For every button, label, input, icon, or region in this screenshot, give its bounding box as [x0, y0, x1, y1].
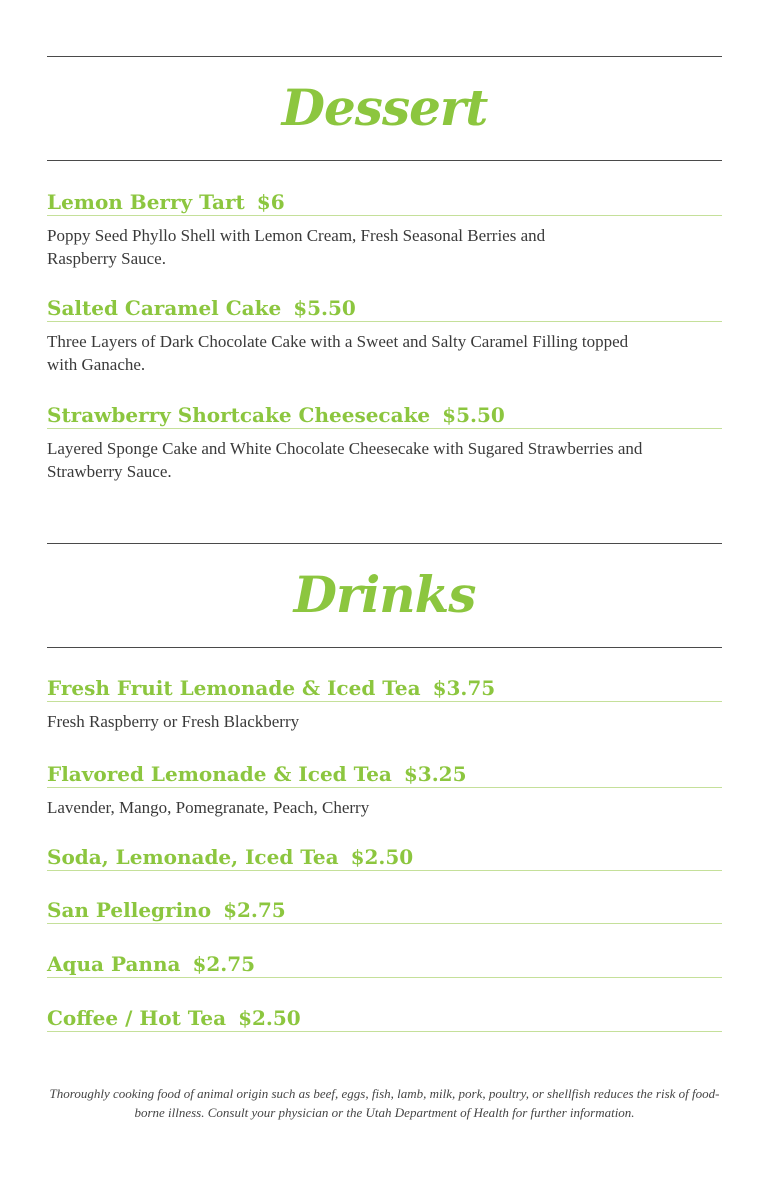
- item-price: $6: [256, 190, 285, 214]
- item-description: Lavender, Mango, Pomegranate, Peach, Cherry: [47, 798, 370, 817]
- menu-item-heading: [47, 1006, 722, 1032]
- section-divider: [47, 543, 722, 544]
- menu-item-heading: [47, 898, 722, 924]
- item-price: $5.50: [293, 296, 356, 320]
- item-price: $3.25: [403, 762, 467, 786]
- item-name: San Pellegrino: [47, 898, 212, 922]
- menu-item-heading: [47, 845, 722, 871]
- item-price: $3.75: [432, 676, 496, 700]
- item-name: Flavored Lemonade & Iced Tea: [47, 762, 392, 786]
- item-description: Poppy Seed Phyllo Shell with Lemon Cream, Fresh Seasonal Berries and Raspberry Sauce.: [47, 226, 546, 268]
- item-price: $2.75: [192, 952, 256, 976]
- dessert-title: Dessert: [281, 78, 488, 137]
- item-name: Lemon Berry Tart: [47, 190, 245, 214]
- drinks-title: Drinks: [293, 565, 476, 624]
- item-name: Fresh Fruit Lemonade & Iced Tea: [47, 676, 421, 700]
- item-name: Salted Caramel Cake: [47, 296, 282, 320]
- item-price: $2.50: [238, 1006, 301, 1030]
- item-price: $2.75: [223, 898, 286, 922]
- item-price: $5.50: [442, 403, 505, 427]
- menu-item-heading: [47, 762, 722, 788]
- section-divider: [47, 647, 722, 648]
- menu-item-heading: [47, 952, 722, 978]
- food-safety-notice: Thoroughly cooking food of animal origin such as beef, eggs, fish, lamb, milk, pork, poultry, or shellfish reduces the risk of food-borne illness. Consult your physician or the Utah Department of Health for further information.: [49, 1086, 720, 1120]
- item-name: Coffee / Hot Tea: [47, 1006, 227, 1030]
- menu-item-heading: [47, 296, 722, 322]
- item-description: Layered Sponge Cake and White Chocolate Cheesecake with Sugared Strawberries and Strawberry Sauce.: [47, 439, 643, 481]
- section-divider: [47, 160, 722, 161]
- item-name: Aqua Panna: [47, 952, 181, 976]
- item-price: $2.50: [350, 845, 414, 869]
- section-divider: [47, 56, 722, 57]
- item-name: Strawberry Shortcake Cheesecake: [47, 403, 431, 427]
- item-description: Three Layers of Dark Chocolate Cake with a Sweet and Salty Caramel Filling topped with Ganache.: [47, 332, 629, 374]
- item-description: Fresh Raspberry or Fresh Blackberry: [47, 712, 300, 731]
- item-name: Soda, Lemonade, Iced Tea: [47, 845, 339, 869]
- menu-item-heading: [47, 676, 722, 702]
- menu-item-heading: [47, 403, 722, 429]
- menu-item-heading: [47, 190, 722, 216]
